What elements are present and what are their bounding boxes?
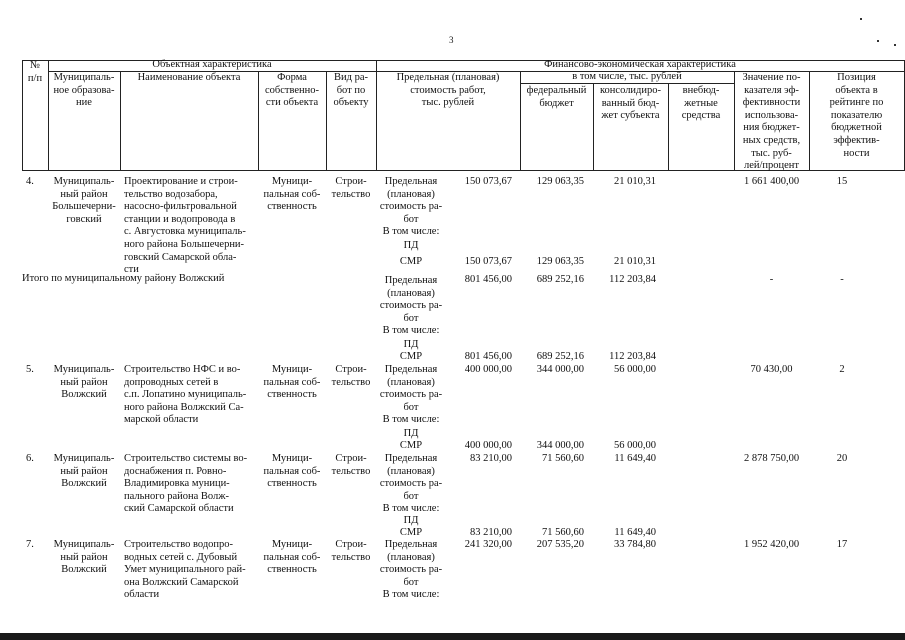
row-consolidated: 33 784,80	[614, 539, 656, 550]
row-indicator: -	[769, 274, 774, 285]
row-indicator: 2 878 750,00	[743, 453, 800, 464]
row-indicator: 1 952 420,00	[743, 539, 800, 550]
scan-bottom-edge	[0, 633, 905, 640]
header-including: в том числе, тыс. рублей	[572, 71, 682, 82]
row-rating: 17	[836, 539, 848, 550]
row-consolidated: 56 000,00	[614, 364, 656, 375]
header-offbudget: внебюд- жетные средства	[681, 85, 721, 122]
row-smr-label: СМР	[399, 440, 423, 451]
header-rating: Позиция объекта в рейтинге по показателю бюджетной эффектив- ности	[829, 72, 884, 159]
scan-speck	[860, 18, 862, 20]
page-number: 3	[449, 35, 454, 45]
row-municipality: Муниципаль- ный район Волжский	[53, 453, 115, 490]
row-smr-federal: 344 000,00	[536, 440, 584, 451]
row-smr-label: СМР	[399, 256, 423, 267]
row-consolidated: 112 203,84	[609, 274, 656, 285]
row-indicator: 1 661 400,00	[743, 176, 800, 187]
row-smr-label: СМР	[399, 527, 423, 538]
row-rating: -	[840, 274, 844, 285]
header-work-type: Вид ра- бот по объекту	[333, 72, 369, 109]
row-consolidated: 11 649,40	[614, 453, 656, 464]
row-pd-label: ПД	[403, 339, 419, 350]
row-federal: 344 000,00	[536, 364, 584, 375]
row-smr-label: СМР	[399, 351, 423, 362]
row-smr-total: 801 456,00	[464, 351, 512, 362]
row-smr-federal: 71 560,60	[542, 527, 584, 538]
row-object-name: Проектирование и строи- тельство водозабора, насосно-фильтровальной станции и водопровода в с. Августовка муниципаль- ного района Большечерни- говский Самарской обла- сти	[124, 176, 246, 276]
row-ownership: Муници- пальная соб- ственность	[263, 539, 321, 576]
row-smr-federal: 129 063,35	[536, 256, 584, 267]
header-object-group: Объектная характеристика	[152, 59, 272, 70]
row-cost-label: Предельная (плановая) стоимость ра- бот В том числе:	[379, 453, 443, 515]
row-federal: 207 535,20	[536, 539, 584, 550]
header-municipality: Муниципаль- ное образова- ние	[53, 72, 115, 109]
header-finance-group: Финансово-экономическая характеристика	[544, 59, 736, 70]
row-smr-total: 150 073,67	[464, 256, 512, 267]
row-federal: 689 252,16	[536, 274, 584, 285]
row-object-name: Строительство НФС и во- допроводных сетей в с.п. Лопатино муниципаль- ного района Волжский Са- марской области	[124, 364, 247, 426]
row-smr-total: 400 000,00	[464, 440, 512, 451]
header-federal: федеральный бюджет	[526, 85, 587, 109]
row-total: 241 320,00	[464, 539, 512, 550]
row-ownership: Муници- пальная соб- ственность	[263, 364, 321, 401]
row-work-type: Строи- тельство	[331, 539, 371, 563]
row-municipality: Муниципаль- ный район Волжский	[53, 364, 115, 401]
header-ownership: Форма собственно- сти объекта	[264, 72, 320, 109]
header-limit-cost: Предельная (плановая) стоимость работ, тыс. рублей	[396, 72, 500, 109]
row-cost-label: Предельная (плановая) стоимость ра- бот В том числе:	[379, 539, 443, 601]
row-municipality: Муниципаль- ный район Большечерни- говский	[52, 176, 116, 225]
row-indicator: 70 430,00	[750, 364, 793, 375]
row-federal: 129 063,35	[536, 176, 584, 187]
header-consolidated: консолидиро- ванный бюд- жет субъекта	[599, 85, 662, 122]
row-smr-consolidated: 21 010,31	[614, 256, 656, 267]
row-consolidated: 21 010,31	[614, 176, 656, 187]
row-ownership: Муници- пальная соб- ственность	[263, 453, 321, 490]
row-smr-consolidated: 112 203,84	[609, 351, 656, 362]
row-rating: 15	[836, 176, 848, 187]
row-total: 400 000,00	[464, 364, 512, 375]
scan-speck	[894, 44, 896, 46]
row-pd-label: ПД	[403, 515, 419, 526]
row-number: 6.	[26, 453, 34, 464]
row-cost-label: Предельная (плановая) стоимость ра- бот В том числе:	[379, 176, 443, 238]
row-ownership: Муници- пальная соб- ственность	[263, 176, 321, 213]
row-federal: 71 560,60	[542, 453, 584, 464]
row-pd-label: ПД	[403, 240, 419, 251]
row-number: 5.	[26, 364, 34, 375]
row-work-type: Строи- тельство	[331, 453, 371, 477]
row-cost-label: Предельная (плановая) стоимость ра- бот В том числе:	[379, 275, 443, 337]
header-num: № п/п	[27, 60, 43, 84]
row-smr-federal: 689 252,16	[536, 351, 584, 362]
row-total: 801 456,00	[464, 274, 512, 285]
row-number: 7.	[26, 539, 34, 550]
header-object-name: Наименование объекта	[137, 72, 241, 83]
row-total: 150 073,67	[464, 176, 512, 187]
scan-speck	[877, 40, 879, 42]
row-work-type: Строи- тельство	[331, 176, 371, 200]
row-smr-consolidated: 11 649,40	[614, 527, 656, 538]
row-number: 4.	[26, 176, 34, 187]
row-rating: 2	[839, 364, 845, 375]
row-rating: 20	[836, 453, 848, 464]
row-total: 83 210,00	[470, 453, 512, 464]
subtotal-label: Итого по муниципальному району Волжский	[22, 273, 225, 284]
header-indicator: Значение по- казателя эф- фективности использова- ния бюджет- ных средств, тыс. руб- лей/процент	[742, 72, 801, 172]
row-object-name: Строительство водопро- водных сетей с. Дубовый Умет муниципального рай- она Волжский Самарской области	[124, 539, 246, 601]
row-cost-label: Предельная (плановая) стоимость ра- бот В том числе:	[379, 364, 443, 426]
row-pd-label: ПД	[403, 428, 419, 439]
row-work-type: Строи- тельство	[331, 364, 371, 388]
row-smr-consolidated: 56 000,00	[614, 440, 656, 451]
row-municipality: Муниципаль- ный район Волжский	[53, 539, 115, 576]
row-smr-total: 83 210,00	[470, 527, 512, 538]
row-object-name: Строительство системы во- доснабжения п. Ровно- Владимировка муници- пального района Волж- ский Самарской области	[124, 453, 248, 515]
